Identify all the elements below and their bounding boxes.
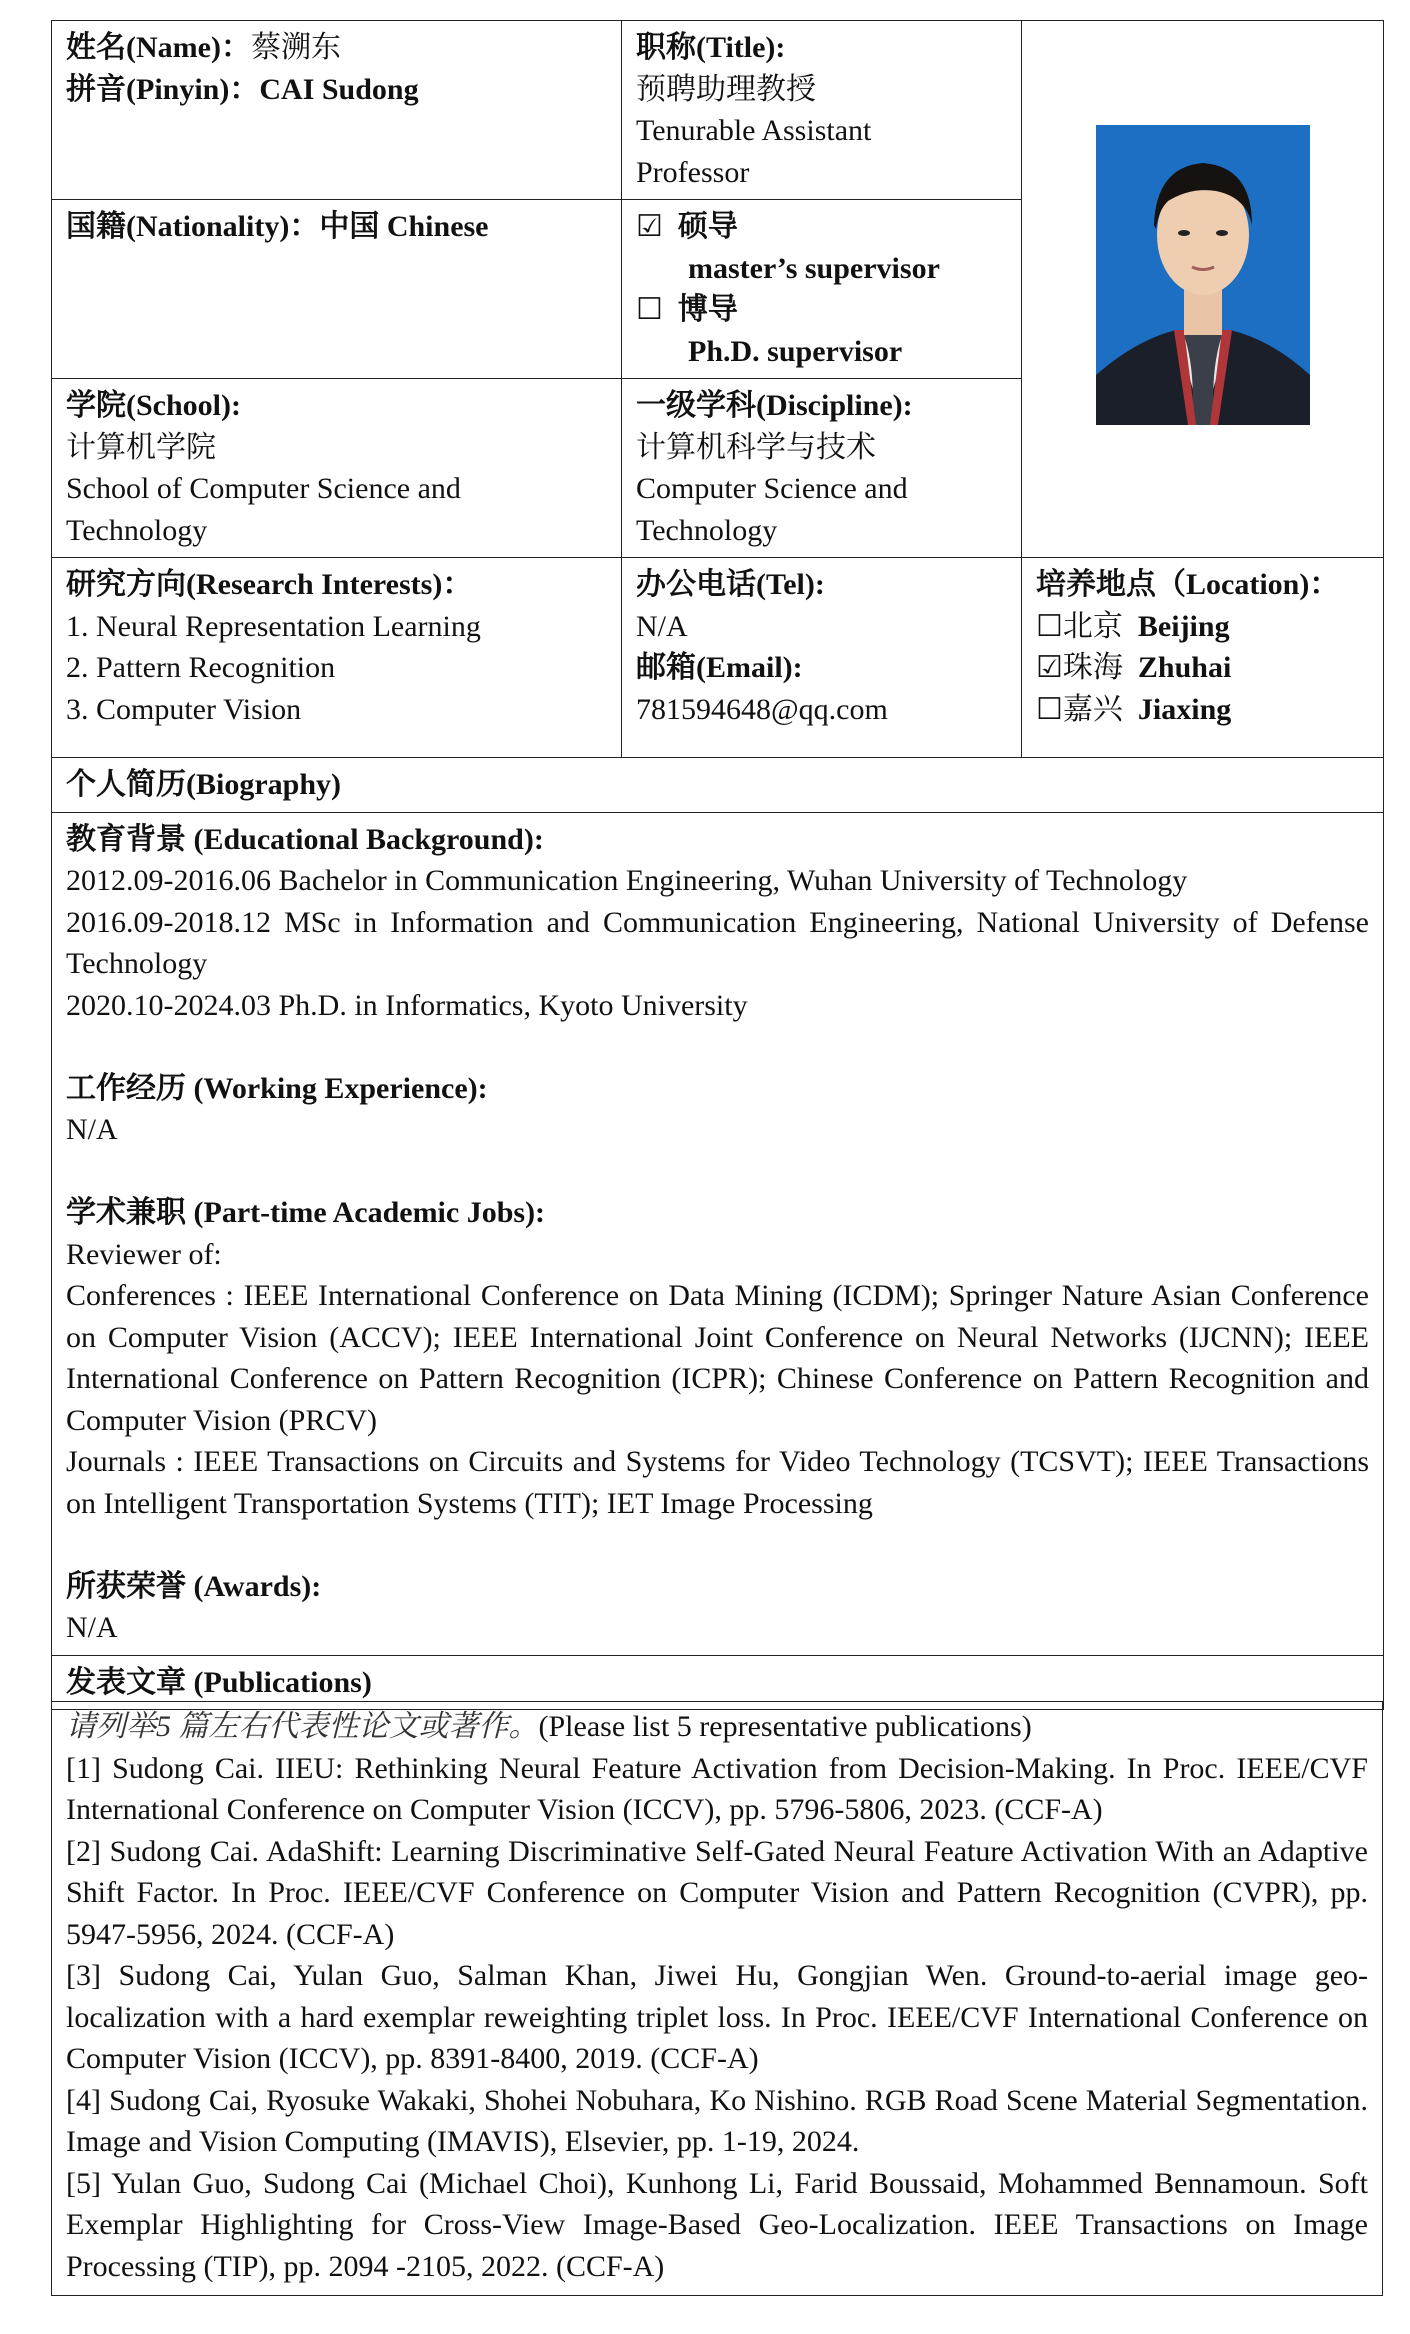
location-cell (1022, 558, 1384, 758)
awards-value: N/A (66, 1611, 118, 1644)
supervisor-cell (622, 200, 1022, 379)
publication-item: [3] Sudong Cai, Yulan Guo, Salman Khan, Jiwei Hu, Gongjian Wen. Ground-to-aerial image geo-localization with a hard exemplar reweighting triplet loss. In Proc. IEEE/CVF International Conference on Computer Vision (ICCV), pp. 8391-8400, 2019. (CCF-A) (66, 1959, 1368, 2075)
research-cell (52, 558, 622, 758)
master-en: master’s supervisor (688, 251, 940, 285)
tel-value: N/A (636, 609, 688, 643)
school-label: 学院(School): (66, 389, 241, 422)
discipline-en-1: Computer Science and (636, 472, 908, 505)
title-en-1: Tenurable Assistant (636, 114, 872, 147)
research-item: 3. Computer Vision (66, 692, 302, 726)
contact-cell (622, 558, 1022, 758)
education-line: 2016.09-2018.12 MSc in Information and Communication Engineering, National University of Defense Technology (66, 905, 1369, 980)
publication-item: [4] Sudong Cai, Ryosuke Wakaki, Shohei Nobuhara, Ko Nishino. RGB Road Scene Material Segmentation. Image and Vision Computing (IMAVIS), Elsevier, pp. 1-19, 2024. (66, 2083, 1368, 2158)
email-value[interactable]: 781594648@qq.com (636, 692, 888, 726)
location-cn: 北京 (1062, 609, 1123, 643)
location-option-zhuhai[interactable] (1036, 647, 1369, 689)
work-label: 工作经历 (Working Experience): (66, 1071, 488, 1105)
biography-body (52, 812, 1384, 1655)
publication-item: [5] Yulan Guo, Sudong Cai (Michael Choi), Kunhong Li, Farid Boussaid, Mohammed Bennamoun. Soft Exemplar Highlighting for Cross-View Image-Based Geo-Localization. IEEE Transactions on Image Processing (TIP), pp. 2094 -2105, 2022. (CCF-A) (66, 2166, 1368, 2283)
research-item: 2. Pattern Recognition (66, 651, 336, 684)
email-label: 邮箱(Email): (636, 651, 803, 684)
location-cn: 珠海 (1062, 651, 1123, 684)
publications-instruction-cn: 请列举5 篇左右代表性论文或著作。 (66, 1710, 539, 1743)
school-cell (52, 379, 622, 558)
portrait-photo (1096, 125, 1310, 425)
work-value: N/A (66, 1113, 118, 1146)
discipline-en-2: Technology (636, 513, 778, 547)
education-line: 2012.09-2016.06 Bachelor in Communication Engineering, Wuhan University of Technology (66, 864, 1188, 897)
education-line: 2020.10-2024.03 Ph.D. in Informatics, Kyoto University (66, 988, 748, 1022)
biography-header: 个人简历(Biography) (52, 758, 1384, 813)
phd-en: Ph.D. supervisor (688, 334, 903, 368)
publications-list (51, 1701, 1383, 2296)
name-cell (52, 21, 622, 200)
name-label: 姓名(Name)： (66, 31, 251, 64)
location-en: Beijing (1137, 609, 1230, 643)
portrait-image (1096, 125, 1310, 425)
phd-cn: 博导 (677, 293, 738, 326)
location-checkbox[interactable]: ☐ (1036, 692, 1063, 726)
education-label: 教育背景 (Educational Background): (66, 822, 544, 856)
location-en: Zhuhai (1137, 651, 1232, 684)
jobs-label: 学术兼职 (Part-time Academic Jobs): (66, 1196, 546, 1229)
school-en-2: Technology (66, 513, 208, 547)
pinyin-value: CAI Sudong (259, 72, 419, 106)
publication-item: [2] Sudong Cai. AdaShift: Learning Discriminative Self-Gated Neural Feature Activation With an Adaptive Shift Factor. In Proc. IEEE/CVF Conference on Computer Vision and Pattern Recognition (CVPR), pp. 5947-5956, 2024. (CCF-A) (66, 1834, 1368, 1951)
master-cn: 硕导 (677, 210, 738, 243)
location-option-jiaxing[interactable] (1036, 689, 1369, 731)
awards-label: 所获荣誉 (Awards): (66, 1569, 322, 1603)
location-en: Jiaxing (1137, 692, 1232, 726)
location-checkbox[interactable]: ☑ (1036, 651, 1063, 684)
discipline-cn: 计算机科学与技术 (636, 430, 876, 464)
nationality-value: 中国 Chinese (319, 210, 489, 243)
jobs-intro: Reviewer of: (66, 1237, 222, 1271)
jobs-conferences: Conferences : IEEE International Conference on Data Mining (ICDM); Springer Nature Asian Conference on Computer Vision (ACCV); IEEE International Joint Conference on Neural Networks (IJCNN); IEEE International Conference on Pattern Recognition (ICPR); Chinese Conference on Pattern Recognition and Computer Vision (PRCV) (66, 1279, 1369, 1437)
publications-header: 发表文章 (Publications) (52, 1655, 1384, 1710)
nationality-label: 国籍(Nationality)： (66, 210, 320, 243)
title-cell (622, 21, 1022, 200)
publications-instruction-en: (Please list 5 representative publications) (538, 1710, 1032, 1743)
discipline-cell (622, 379, 1022, 558)
master-checkbox[interactable]: ☑ (636, 210, 663, 243)
tel-label: 办公电话(Tel): (636, 568, 825, 601)
publication-item: [1] Sudong Cai. IIEU: Rethinking Neural Feature Activation from Decision-Making. In Proc. IEEE/CVF International Conference on Computer Vision (ICCV), pp. 5796-5806, 2023. (CCF-A) (66, 1751, 1368, 1826)
pinyin-label: 拼音(Pinyin)： (66, 72, 260, 106)
school-cn: 计算机学院 (66, 430, 216, 464)
location-cn: 嘉兴 (1062, 692, 1123, 726)
title-en-2: Professor (636, 155, 750, 189)
nationality-cell (52, 200, 622, 379)
photo-cell (1022, 21, 1384, 558)
discipline-label: 一级学科(Discipline): (636, 389, 913, 422)
location-option-beijing[interactable] (1036, 606, 1369, 648)
location-label: 培养地点（Location)： (1036, 568, 1340, 601)
research-item: 1. Neural Representation Learning (66, 609, 481, 643)
title-cn: 预聘助理教授 (636, 72, 816, 106)
school-en-1: School of Computer Science and (66, 472, 461, 505)
phd-checkbox[interactable]: ☐ (636, 293, 663, 326)
profile-table (51, 20, 1384, 1710)
location-checkbox[interactable]: ☐ (1036, 609, 1063, 643)
jobs-journals: Journals : IEEE Transactions on Circuits and Systems for Video Technology (TCSVT); IEEE Transactions on Intelligent Transportation Systems (TIT); IET Image Processing (66, 1445, 1369, 1520)
research-label: 研究方向(Research Interests)： (66, 568, 473, 601)
name-value: 蔡溯东 (250, 31, 341, 64)
title-label: 职称(Title): (636, 31, 786, 64)
